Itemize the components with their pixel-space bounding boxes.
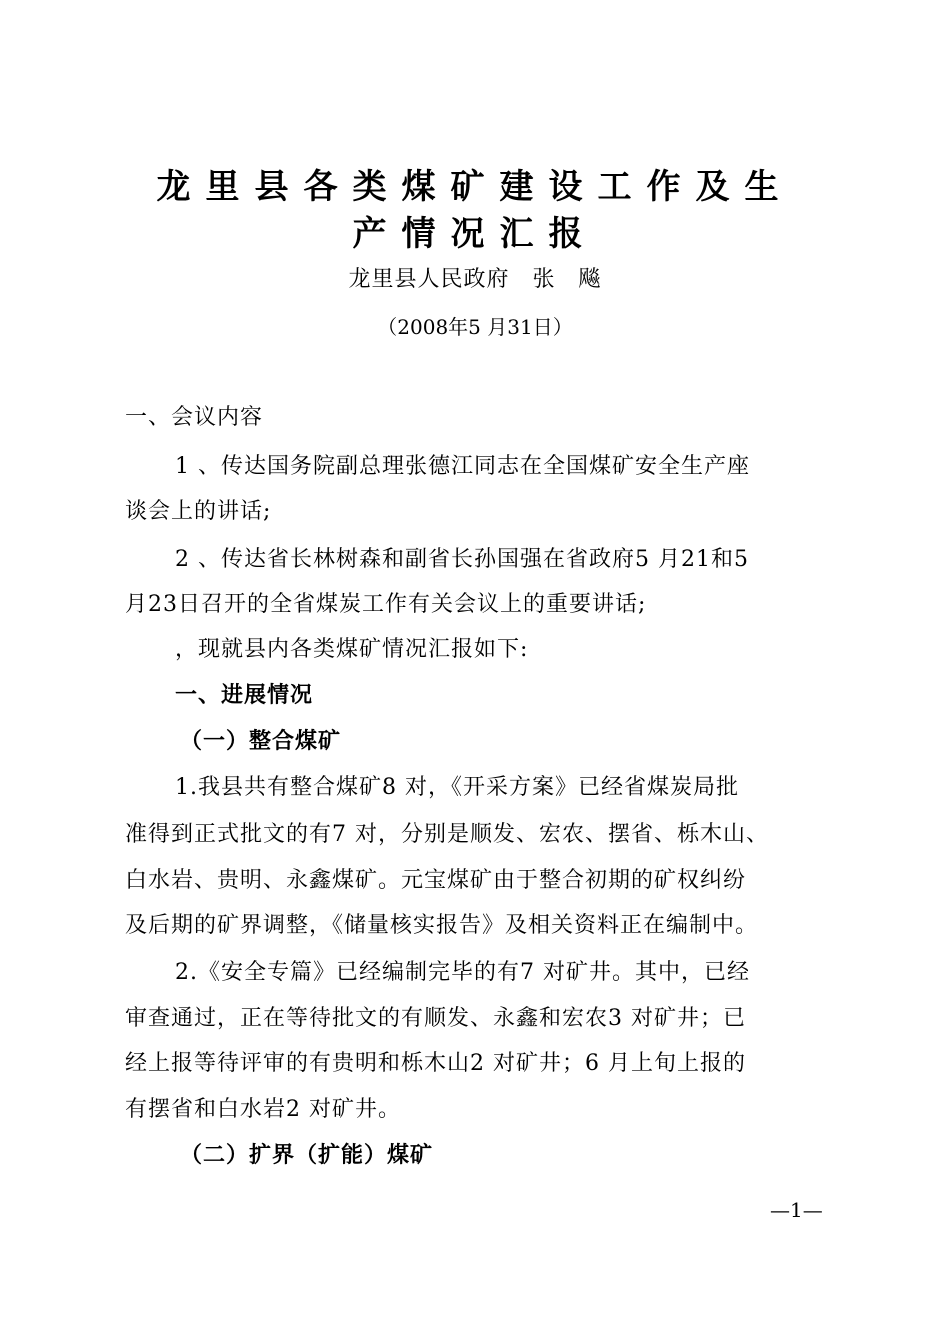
body-line: 准得到正式批文的有7 对，分别是顺发、宏农、摆省、栎木山、 — [125, 822, 769, 847]
section-heading-meeting-content: 一、会议内容 — [125, 405, 264, 430]
body-line: 审查通过，正在等待批文的有顺发、永鑫和宏农3 对矿井；已 — [125, 1006, 746, 1031]
page-number: —1— — [770, 1198, 823, 1222]
body-line: 谈会上的讲话; — [125, 499, 272, 524]
section-heading-progress: 一、进展情况 — [175, 683, 314, 708]
body-line: 月23日召开的全省煤炭工作有关会议上的重要讲话; — [125, 592, 647, 617]
subsection-heading-expansion-mines: （二）扩界（扩能）煤矿 — [180, 1143, 434, 1168]
document-date: （2008年5 月31日） — [377, 315, 573, 339]
body-line: 有摆省和白水岩2 对矿井。 — [125, 1097, 401, 1122]
body-line: ，现就县内各类煤矿情况汇报如下: — [175, 637, 529, 662]
body-line: 经上报等待评审的有贵明和栎木山2 对矿井；6 月上旬上报的 — [125, 1051, 746, 1076]
document-author: 龙里县人民政府 张 飚 — [348, 267, 602, 292]
body-line: 1.我县共有整合煤矿8 对，《开采方案》已经省煤炭局批 — [175, 775, 739, 800]
body-line: 及后期的矿界调整，《储量核实报告》及相关资料正在编制中。 — [125, 913, 759, 938]
body-line: 2 、传达省长林树森和副省长孙国强在省政府5 月21和5 — [175, 547, 749, 572]
document-title-line-1: 龙里县各类煤矿建设工作及生 — [156, 167, 794, 207]
subsection-heading-integrated-mines: （一）整合煤矿 — [180, 729, 342, 754]
body-line: 2.《安全专篇》已经编制完毕的有7 对矿井。其中，已经 — [175, 960, 750, 985]
body-line: 白水岩、贵明、永鑫煤矿。元宝煤矿由于整合初期的矿权纠纷 — [125, 868, 747, 893]
body-line: 1 、传达国务院副总理张德江同志在全国煤矿安全生产座 — [175, 454, 750, 479]
document-title-line-2: 产情况汇报 — [352, 214, 598, 254]
